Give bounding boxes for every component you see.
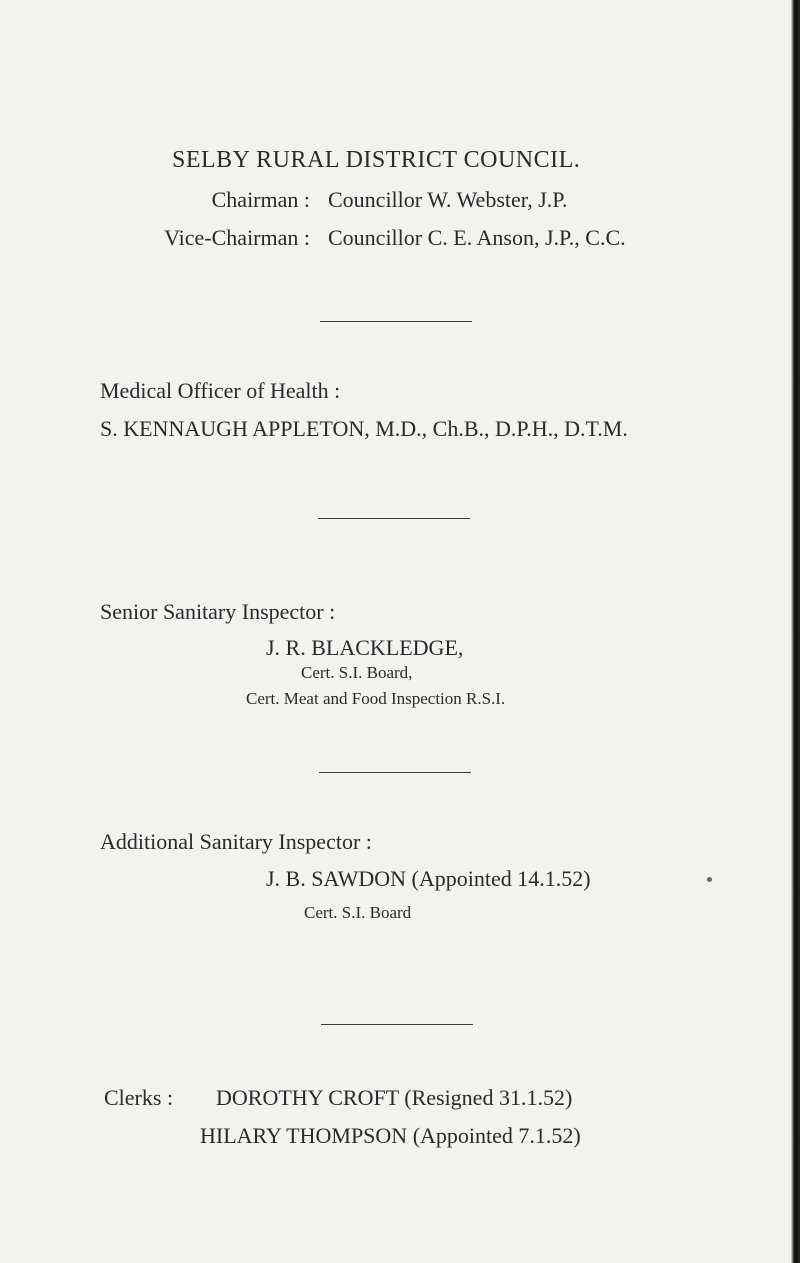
page-edge (791, 0, 800, 1263)
senior-inspector-heading: Senior Sanitary Inspector : (100, 599, 336, 624)
divider-rule (321, 1024, 473, 1025)
council-title: SELBY RURAL DISTRICT COUNCIL. (172, 147, 581, 173)
divider-rule (320, 321, 472, 322)
chairman-label: Chairman : (211, 187, 310, 212)
medical-officer-heading: Medical Officer of Health : (100, 378, 341, 403)
clerks-label: Clerks : (104, 1085, 174, 1110)
ink-speck (707, 877, 712, 882)
divider-rule (319, 772, 471, 773)
vice-chairman-value: Councillor C. E. Anson, J.P., C.C. (328, 225, 626, 250)
senior-inspector-qualification: Cert. Meat and Food Inspection R.S.I. (246, 689, 506, 708)
clerk-name: HILARY THOMPSON (Appointed 7.1.52) (200, 1123, 581, 1148)
senior-inspector-name: J. R. BLACKLEDGE, (266, 635, 464, 660)
additional-inspector-qualification: Cert. S.I. Board (304, 903, 412, 922)
clerk-name: DOROTHY CROFT (Resigned 31.1.52) (216, 1085, 573, 1110)
senior-inspector-qualification: Cert. S.I. Board, (301, 663, 413, 682)
additional-inspector-heading: Additional Sanitary Inspector : (100, 829, 372, 854)
vice-chairman-label: Vice-Chairman : (164, 225, 310, 250)
divider-rule (318, 518, 470, 519)
medical-officer-name: S. KENNAUGH APPLETON, M.D., Ch.B., D.P.H., D.T.M. (100, 416, 628, 441)
additional-inspector-name: J. B. SAWDON (Appointed 14.1.52) (266, 866, 591, 891)
chairman-value: Councillor W. Webster, J.P. (328, 187, 568, 212)
